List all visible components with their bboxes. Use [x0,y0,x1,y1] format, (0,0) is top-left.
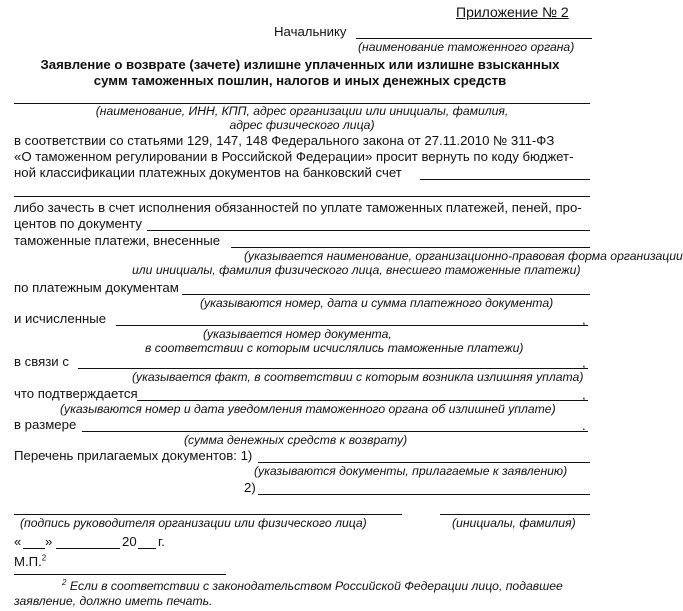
calculated-caption-line2: в соответствии с которым исчислялись таможенные платежи) [145,341,524,355]
date-year-line[interactable] [138,548,156,549]
paid-label: таможенные платежи, внесенные [14,233,221,248]
document-line[interactable] [147,230,590,231]
footnote-line1: $^2$ Если в соответствии с законодательством Российской Федерации лицо, подавшее [62,577,563,593]
calculated-label: и исчисленные [14,311,107,326]
date-day-line[interactable] [23,548,45,549]
applicant-caption-line2: адрес физического лица) [229,118,375,132]
applicant-caption-line1: (наименование, ИНН, КПП, адрес организации или инициалы, фамилия, [95,104,509,118]
date-quote-open: « [14,534,22,549]
date-year-suffix: г. [158,534,165,549]
attachment-2-label: 2) [244,480,256,495]
amount-period: . [582,418,586,433]
body-para1-line1: в соответствии со статьями 129, 147, 148 Федерального закона от 27.11.2010 № 311-ФЗ [14,133,555,148]
paid-caption-line1: (указывается наименование, организационно-правовая форма организации [244,249,683,263]
stamp-footnote-ref: 2 [41,553,47,563]
initials-line[interactable] [440,514,590,515]
payment-docs-label: по платежным документам [14,280,179,295]
stamp-label: М.П.$^2$ [14,553,47,569]
initials-caption: (инициалы, фамилия) [452,516,576,530]
confirmed-comma: , [582,387,586,402]
calculated-comma: , [582,312,586,327]
appendix-label: Приложение № 2 [456,4,569,20]
amount-label: в размере [14,417,77,432]
footnote-divider [14,574,226,575]
body-para2-line2: центов по документу [14,216,142,231]
attachment-2-line[interactable] [258,494,590,495]
amount-caption: (сумма денежных средств к возврату) [184,433,408,447]
document-title-line1: Заявление о возврате (зачете) излишне уплаченных или излишне взысканных [40,57,560,72]
body-para1-line2: «О таможенном регулировании в Российской Федерации» просит вернуть по коду бюджет- [14,149,574,164]
footnote-line2: заявление, должно иметь печать. [14,594,213,608]
attachments-caption: (указываются документы, прилагаемые к заявлению) [254,464,568,478]
paid-caption-line2: или инициалы, фамилия физического лица, внесшего таможенные платежи) [132,263,581,277]
bank-account-line-1[interactable] [420,179,590,180]
due-to-line[interactable] [78,368,588,369]
document-title-line2: сумм таможенных пошлин, налогов и иных денежных средств [93,73,507,88]
footnote-mark: 2 [62,577,67,587]
confirmed-caption: (указываются номер и дата уведомления таможенного органа об излишней уплате) [60,402,556,416]
body-para1-line3: ной классификации платежных документов на банковский счет [14,165,402,180]
signature-caption: (подпись руководителя организации или физического лица) [20,516,367,530]
body-para2-line1: либо зачесть в счет исполнения обязанностей по уплате таможенных платежей, пеней, про- [14,200,582,215]
calculated-caption-line1: (указывается номер документа, [203,327,392,341]
date-month-line[interactable] [56,548,120,549]
confirmed-line[interactable] [137,400,588,401]
attachments-label: Перечень прилагаемых документов: 1) [14,448,253,463]
chief-label: Начальнику [274,24,347,39]
bank-account-line-2[interactable] [14,196,590,197]
due-to-comma: , [582,355,586,370]
payment-docs-caption: (указываются номер, дата и сумма платежного документа) [200,296,554,310]
date-quote-close: » [45,534,53,549]
amount-line[interactable] [82,431,588,432]
due-to-label: в связи с [14,354,69,369]
customs-body-line[interactable] [356,38,592,39]
customs-body-caption: (наименование таможенного органа) [358,40,575,54]
calculated-line[interactable] [116,325,588,326]
date-year-prefix: 20 [122,534,137,549]
paid-line[interactable] [231,247,590,248]
confirmed-label: что подтверждается [14,386,138,401]
payment-docs-line[interactable] [182,294,590,295]
attachment-1-line[interactable] [258,462,590,463]
due-to-caption: (указывается факт, в соответствии с которым возникла излишняя уплата) [132,370,584,384]
signature-line[interactable] [14,514,402,515]
